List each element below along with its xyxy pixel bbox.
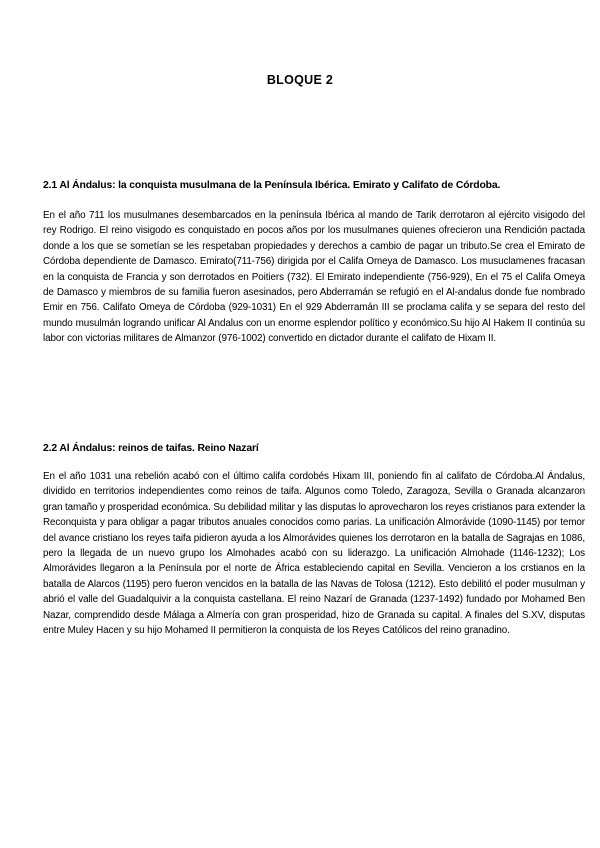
page-title: BLOQUE 2 [266,73,334,87]
section-body-2-2: En el año 1031 una rebelión acabó con el último califa cordobés Hixam III, poniendo fin al califato de Córdoba.Al Ándalus, dividido en territorios independientes como reinos de taifa. Algunos como Toledo, Zaragoza, Sevilla o Granada alcanzaron gran tamaño y prosperidad económica. Su debilidad militar y las disputas lo aprovecharon los reyes cristianos para extender la Reconquista y para obligar a pagar tributos anuales conocidos como parias. La unificación Almorávide (1090-1145) por temor del avance cristiano los reyes taifa pidieron ayuda a los Almorávides quienes los derrotaron en la batalla de Sagrajas en 1086, pero la llegada de un nuevo grupo los Almohades acabó con su liderazgo. La unificación Almohade (1146-1232); Los Almorávides llegaron a la Península por el norte de África estableciendo capital en Sevilla. Vencieron a los crstianos en la batalla de Alarcos (1195) pero fueron vencidos en la batalla de las Navas de Tolosa (1212). Esto debilitó el poder musulman y abrió el valle del Guadalquivir a la conquista castellana. El reino Nazarí de Granada (1237-1492) fundado por Mohamed Ben Nazar, comprendido desde Málaga a Almería con gran prosperidad, hizo de Granada su capital. A finales del S.XV, disputas entre Muley Hacen y su hijo Mohamed II permitieron la conquista de los Reyes Católicos del reino granadino. [43,471,585,637]
section-heading-2-2: 2.2 Al Ándalus: reinos de taifas. Reino Nazarí [43,443,259,454]
section-body-2-1: En el año 711 los musulmanes desembarcados en la península Ibérica al mando de Tarik derrotaron al ejército visigodo del rey Rodrigo. El reino visigodo es conquistado en pocos años por los musulmanes quienes ofrecieron una Rendición pactada donde a los que se sometían se les respetaban propiedades y derechos a cambio de pagar un tributo.Se crea el Emirato de Córdoba dependiente de Damasco. Emirato(711-756) dirigida por el Califa Omeya de Damasco. Los musuclamenes fracasan en la conquista de Francia y son derrotados en Poitiers (732). El Emirato independiente (756-929), En el 75 el Califa Omeya de Damasco y miembros de su familia fueron asesinados, pero Abderramán se refugió en el Al-andalus donde fue nombrado Emir en 756. Califato Omeya de Córdoba (929-1031) En el 929 Abderramán III se proclama califa y se separa del resto del mundo musulmán logrando unificar Al Andalus con un enorme esplendor político y económico.Su hijo Al Hakem II continúa su labor con victorias militares de Almanzor (976-1002) convertido en dictador durante el califato de Hixam II. [43,210,585,345]
section-heading-2-1: 2.1 Al Ándalus: la conquista musulmana de la Península Ibérica. Emirato y Califato de Córdoba. [43,180,501,191]
